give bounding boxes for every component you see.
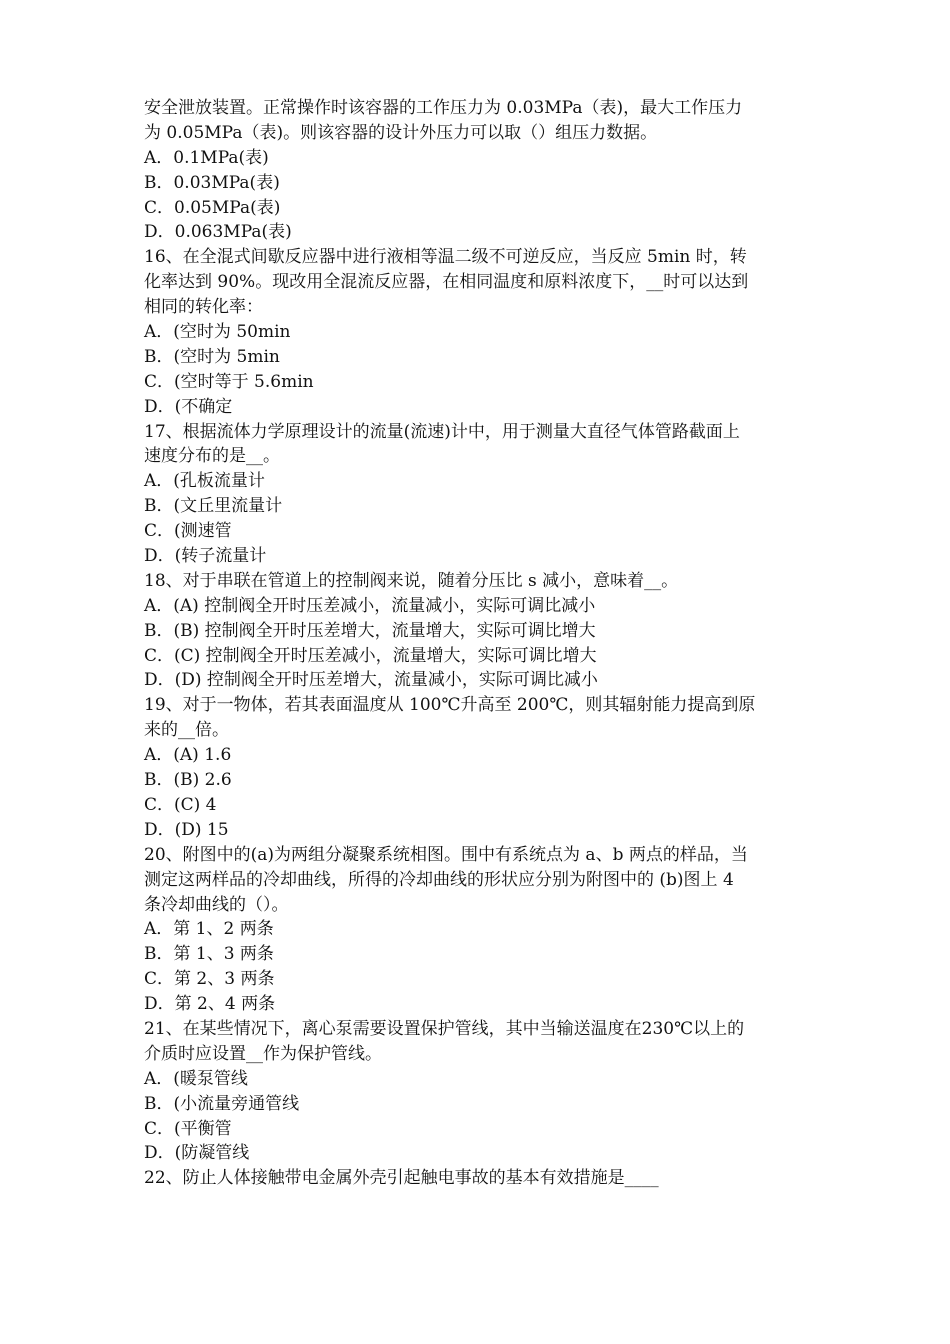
question-line: 条冷却曲线的（）。 — [144, 894, 289, 915]
answer-option: B．(B) 2.6 — [144, 770, 232, 791]
answer-option: C．(测速管 — [144, 521, 232, 542]
answer-option: A．第 1、2 两条 — [144, 919, 274, 940]
paragraph-line: 安全泄放装置。正常操作时该容器的工作压力为 0.03MPa（表)，最大工作压力 — [144, 98, 743, 118]
question-stem — [144, 569, 808, 594]
answer-option: D．第 2、4 两条 — [144, 994, 276, 1015]
answer-option: B．第 1、3 两条 — [144, 944, 274, 965]
question-line: 18、对于串联在管道上的控制阀来说，随着分压比 s 减小，意味着__。 — [144, 570, 679, 591]
answer-option: D．(转子流量计 — [144, 546, 267, 567]
answer-option: C．(空时等于 5.6min — [144, 371, 314, 392]
answer-option: D．(D) 控制阀全开时压差增大，流量减小，实际可调比减小 — [144, 670, 598, 691]
question-line: 介质时应设置__作为保护管线。 — [144, 1043, 382, 1064]
question-line: 19、对于一物体，若其表面温度从 100℃升高至 200℃，则其辐射能力提高到原 — [144, 695, 756, 716]
question-stem — [144, 843, 808, 918]
paragraph-block — [144, 96, 808, 146]
question-stem — [144, 420, 808, 470]
answer-option: C．(C) 4 — [144, 794, 217, 815]
answer-option: A．(A) 控制阀全开时压差减小，流量减小，实际可调比减小 — [144, 595, 596, 616]
answer-option: B．(B) 控制阀全开时压差增大，流量增大，实际可调比增大 — [144, 620, 596, 641]
answer-option: B．(小流量旁通管线 — [144, 1093, 300, 1114]
answer-option: A．(空时为 50min — [144, 322, 291, 343]
answer-option: C．(平衡管 — [144, 1118, 232, 1139]
answer-option: B．(空时为 5min — [144, 346, 280, 367]
question-line: 测定这两样品的冷却曲线，所得的冷却曲线的形状应分别为附图中的 (b)图上 4 — [144, 869, 734, 890]
answer-option: C．(C) 控制阀全开时压差减小，流量增大，实际可调比增大 — [144, 645, 597, 666]
question-line: 22、防止人体接触带电金属外壳引起触电事故的基本有效措施是____ — [144, 1168, 659, 1189]
question-line: 相同的转化率： — [144, 297, 263, 318]
question-stem — [144, 245, 808, 320]
answer-option: D．(防凝管线 — [144, 1143, 250, 1164]
question-line: 16、在全混式间歇反应器中进行液相等温二级不可逆反应，当反应 5min 时，转 — [144, 247, 747, 268]
answer-option: D．(D) 15 — [144, 819, 229, 840]
answer-option: A．(A) 1.6 — [144, 745, 232, 766]
answer-option: A．(孔板流量计 — [144, 471, 265, 492]
question-line: 速度分布的是__。 — [144, 446, 280, 467]
answer-option: A．0.1MPa(表) — [144, 147, 269, 168]
answer-option: D．(不确定 — [144, 396, 233, 417]
question-stem — [144, 1017, 808, 1067]
question-line: 17、根据流体力学原理设计的流量(流速)计中，用于测量大直径气体管路截面上 — [144, 421, 740, 442]
answer-option: A．(暖泵管线 — [144, 1068, 248, 1089]
exam-text-body — [144, 96, 808, 1191]
answer-option: C．第 2、3 两条 — [144, 969, 275, 990]
question-line: 来的__倍。 — [144, 720, 229, 741]
answer-option: D．0.063MPa(表) — [144, 222, 292, 243]
question-stem — [144, 1166, 808, 1191]
question-line: 21、在某些情况下，离心泵需要设置保护管线，其中当输送温度在230℃以上的 — [144, 1018, 745, 1039]
question-stem — [144, 693, 808, 743]
question-line: 化率达到 90%。现改用全混流反应器，在相同温度和原料浓度下，__时可以达到 — [144, 272, 749, 293]
paragraph-line: 为 0.05MPa（表)。则该容器的设计外压力可以取（）组压力数据。 — [144, 122, 658, 143]
answer-option: C．0.05MPa(表) — [144, 197, 281, 218]
answer-option: B．(文丘里流量计 — [144, 496, 283, 517]
question-line: 20、附图中的(a)为两组分凝聚系统相图。围中有系统点为 a、b 两点的样品，当 — [144, 844, 748, 865]
answer-option: B．0.03MPa(表) — [144, 172, 280, 193]
